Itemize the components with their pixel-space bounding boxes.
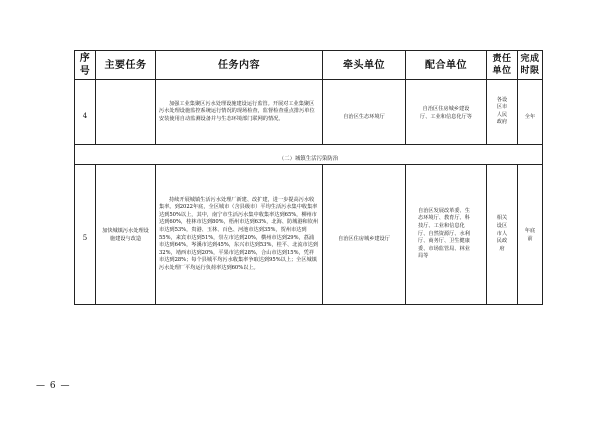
- row-coop-unit: 自治区发展改革委、生态环境厅、教育厅、科技厅、工业和信息化厅、自然资源厅、水利厅、商务厅、卫生健康委、市场监管局、林业局等: [406, 165, 487, 305]
- row-lead-unit: 自治区生态环境厅: [323, 80, 406, 145]
- section-title: （二）城镇生活污染防治: [75, 145, 543, 165]
- header-lead-unit: 牵头单位: [323, 51, 406, 80]
- row-deadline: 全年: [518, 80, 543, 145]
- row-number: 5: [75, 165, 96, 305]
- row-lead-unit: 自治区住房城乡建设厅: [323, 165, 406, 305]
- row-resp-unit: 各设区市人民政府: [487, 80, 518, 145]
- row-coop-unit: 自治区住房城乡建设厅、工业和信息化厅等: [406, 80, 487, 145]
- header-main-task: 主要任务: [96, 51, 156, 80]
- row-content: 持续开展城镇生活污水处理厂新建、改扩建，进一步提高污水收集率。到2022年底，全区城市（含县级市）平均生活污水集中收集率达到50%以上，其中，南宁市生活污水集中收集率达到65%，柳州市达到60%，桂林市达到80%，梧州市达到63%，北海、防城港和钦州市达到53%，贵港、玉林、百色、河池市达到35%，贺州市达到55%，来宾市达到51%，崇左市达到20%，横州市达到29%，荔浦市达到64%，岑溪市达到45%，东兴市达到53%，桂平、北流市达到32%，靖西市达到20%，平果市达到28%，合山市达到15%，凭祥市达到28%；每个县城平均污水收集率争取达到95%以上；全区城镇污水处理厂平均运行负荷率达到60%以上。: [156, 165, 323, 305]
- task-table: [74, 50, 543, 305]
- header-seq: 序号: [75, 51, 96, 80]
- header-coop-unit: 配合单位: [406, 51, 487, 80]
- row-main-task: [96, 80, 156, 145]
- row-content: 加强工业集聚区污水处理设施建设运行监管。开展对工业集聚区污水处理设施监控系统运行情况的现场检查，监督检查重点排污单位安装使用自动监测设备并与生态环境部门联网的情况。: [156, 80, 323, 145]
- header-content: 任务内容: [156, 51, 323, 80]
- row-number: 4: [75, 80, 96, 145]
- section-row: [75, 145, 543, 165]
- row-main-task: 加快城镇污水处理设施建设与改造: [96, 165, 156, 305]
- row-resp-unit: 相关设区市人民政府: [487, 165, 518, 305]
- table-row: [75, 165, 543, 305]
- row-deadline: 年底前: [518, 165, 543, 305]
- header-deadline: 完成时限: [518, 51, 543, 80]
- table-header-row: [75, 51, 543, 80]
- page-number: — 6 —: [36, 381, 71, 391]
- table-row: [75, 80, 543, 145]
- header-resp-unit: 责任单位: [487, 51, 518, 80]
